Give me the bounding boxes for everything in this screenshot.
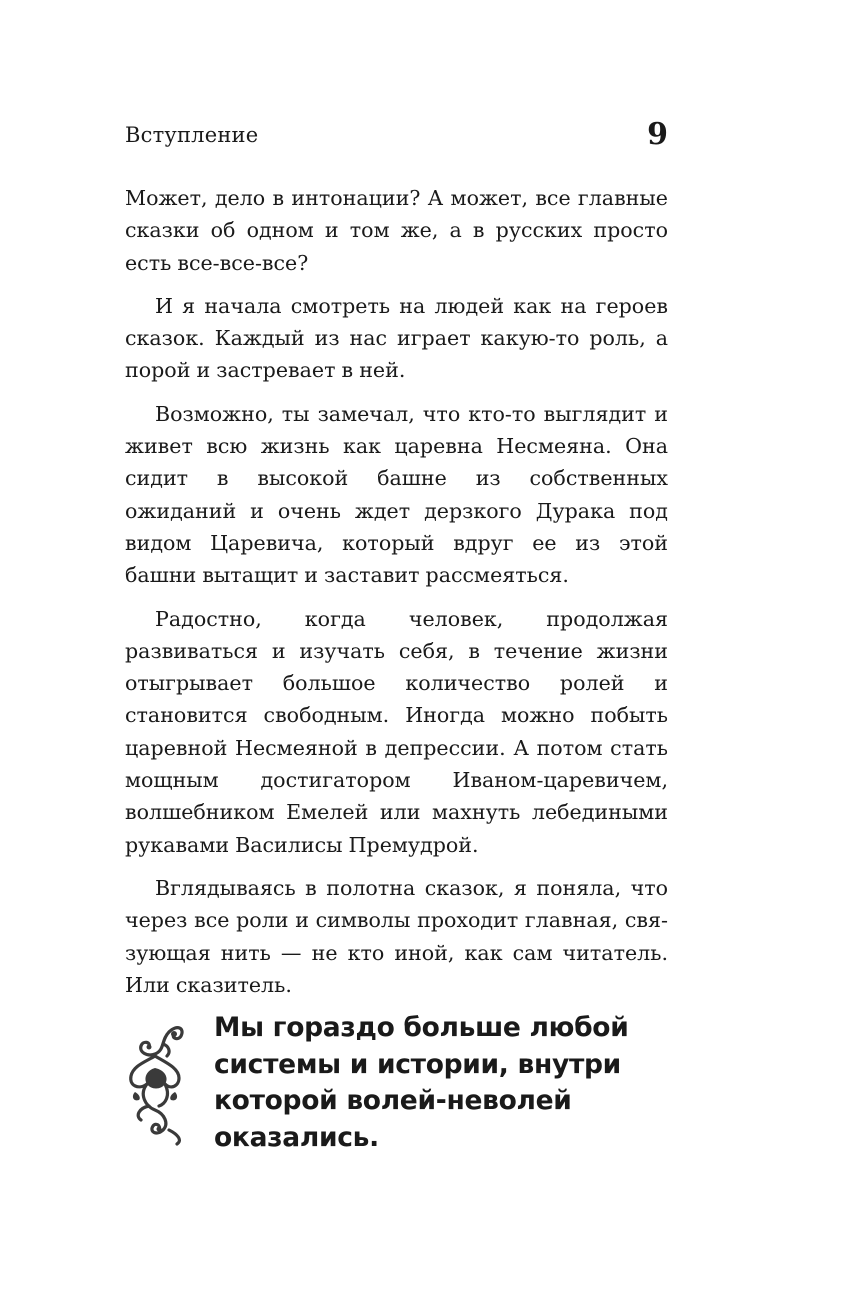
page-number: 9 — [647, 117, 668, 152]
paragraph: Вглядываясь в полотна сказок, я поняла, что через все роли и символы проходит главная, связующая нить — не кто иной, как сам читатель. Или сказитель. — [125, 875, 668, 997]
pull-quote-text: Мы гораздо больше любой системы и истории, внутри которой волей-неволей оказались. — [214, 1012, 629, 1153]
running-head — [125, 117, 668, 157]
pull-quote — [125, 1010, 668, 1160]
paragraph: Возможно, ты замечал, что кто-то выглядит и живет всю жизнь как царевна Несмеяна. Она сидит в высокой башне из собственных ожиданий и очень ждет дерзкого Дурака под видом Царевича, который вдруг ее из этой башни вытащит и заставит рассмеяться. — [125, 401, 668, 588]
paragraph: Может, дело в интонации? А может, все главные сказки об одном и том же, а в русских просто есть все-все-все? — [125, 186, 668, 275]
chapter-title: Вступление — [125, 123, 259, 147]
paragraph: Радостно, когда человек, продолжая развиваться и изучать себя, в течение жизни отыгрывает большое количество ролей и становится свободным. Иногда можно побыть царевной Несмеяной в депрессии. А потом стать мощным достигатором Иваном-царевичем, волшебником Емелей или махнуть лебедиными рукавами Василисы Премудрой. — [125, 606, 668, 857]
paragraph: И я начала смотреть на людей как на героев сказок. Каждый из нас играет какую-то роль, а порой и застревает в ней. — [125, 293, 668, 383]
floral-flourish-icon — [125, 1010, 187, 1146]
body-text — [125, 182, 668, 1012]
